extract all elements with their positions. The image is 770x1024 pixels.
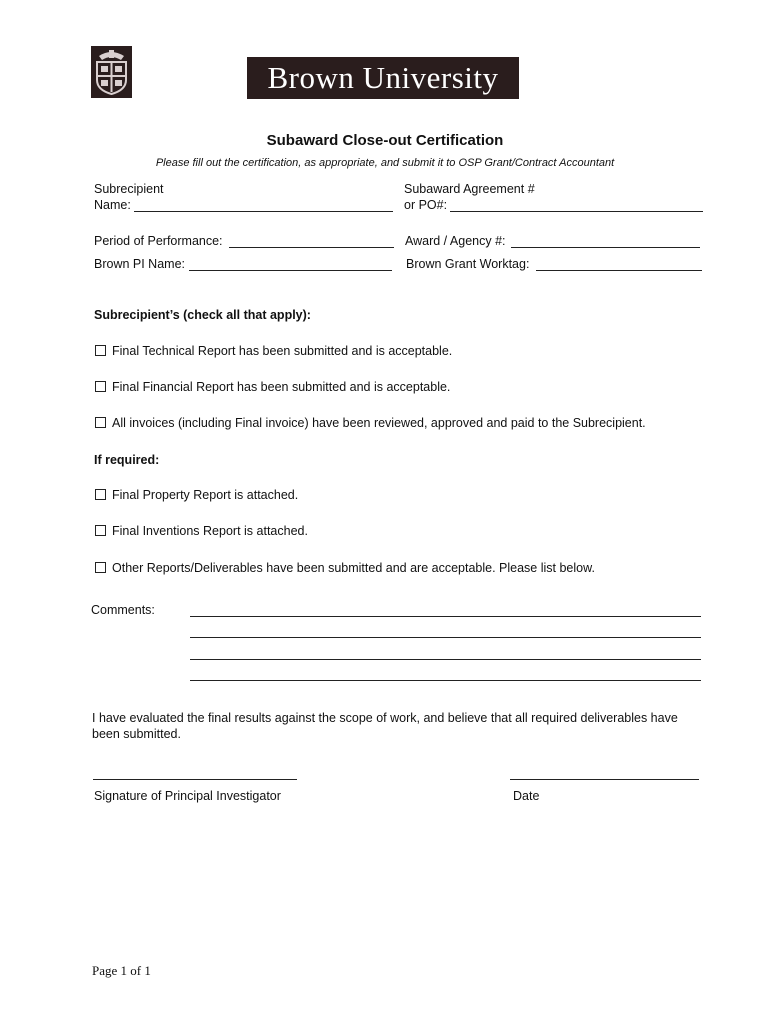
certification-statement: I have evaluated the final results against the scope of work, and believe that all required deliverables have been submitted.	[92, 711, 678, 741]
signature-line[interactable]	[93, 779, 297, 780]
other-reports-checkbox[interactable]	[95, 562, 106, 573]
financial-report-label: Final Financial Report has been submitted and is acceptable.	[112, 380, 451, 394]
comments-line-4[interactable]	[190, 680, 701, 681]
technical-report-label: Final Technical Report has been submitted and is acceptable.	[112, 344, 453, 358]
comments-line-3[interactable]	[190, 659, 701, 660]
form-instructions: Please fill out the certification, as appropriate, and submit it to OSP Grant/Contract Accountant	[155, 157, 615, 169]
university-seal-icon	[91, 46, 132, 98]
inventions-report-label: Final Inventions Report is attached.	[112, 524, 308, 538]
period-label: Period of Performance:	[94, 234, 223, 248]
award-agency-field[interactable]	[511, 247, 700, 248]
agreement-number-field[interactable]	[450, 211, 703, 212]
section-subrecipient-heading: Subrecipient’s (check all that apply):	[94, 308, 311, 322]
technical-report-checkbox[interactable]	[95, 345, 106, 356]
subrecipient-name-field[interactable]	[134, 211, 393, 212]
brown-pi-label: Brown PI Name:	[94, 257, 186, 271]
worktag-label: Brown Grant Worktag:	[406, 257, 530, 271]
brown-pi-field[interactable]	[189, 270, 392, 271]
subrecipient-label-1: Subrecipient	[94, 182, 164, 196]
invoices-checkbox[interactable]	[95, 417, 106, 428]
page-number: Page 1 of 1	[92, 963, 151, 978]
comments-label: Comments:	[91, 603, 155, 617]
signature-label: Signature of Principal Investigator	[94, 789, 281, 803]
worktag-field[interactable]	[536, 270, 702, 271]
property-report-checkbox[interactable]	[95, 489, 106, 500]
university-wordmark: Brown University	[247, 57, 519, 99]
agreement-label-2: or PO#:	[404, 198, 448, 212]
date-line[interactable]	[510, 779, 699, 780]
inventions-report-checkbox[interactable]	[95, 525, 106, 536]
period-field[interactable]	[229, 247, 394, 248]
form-title: Subaward Close-out Certification	[266, 132, 504, 149]
financial-report-checkbox[interactable]	[95, 381, 106, 392]
subrecipient-label-2: Name:	[94, 198, 131, 212]
comments-line-2[interactable]	[190, 637, 701, 638]
property-report-label: Final Property Report is attached.	[112, 488, 299, 502]
comments-line-1[interactable]	[190, 616, 701, 617]
award-agency-label: Award / Agency #:	[405, 234, 506, 248]
section-required-heading: If required:	[94, 453, 160, 467]
date-label: Date	[513, 789, 540, 803]
invoices-label: All invoices (including Final invoice) have been reviewed, approved and paid to the Subrecipient.	[112, 416, 646, 430]
agreement-label-1: Subaward Agreement #	[404, 182, 535, 196]
other-reports-label: Other Reports/Deliverables have been submitted and are acceptable. Please list below.	[112, 561, 595, 575]
